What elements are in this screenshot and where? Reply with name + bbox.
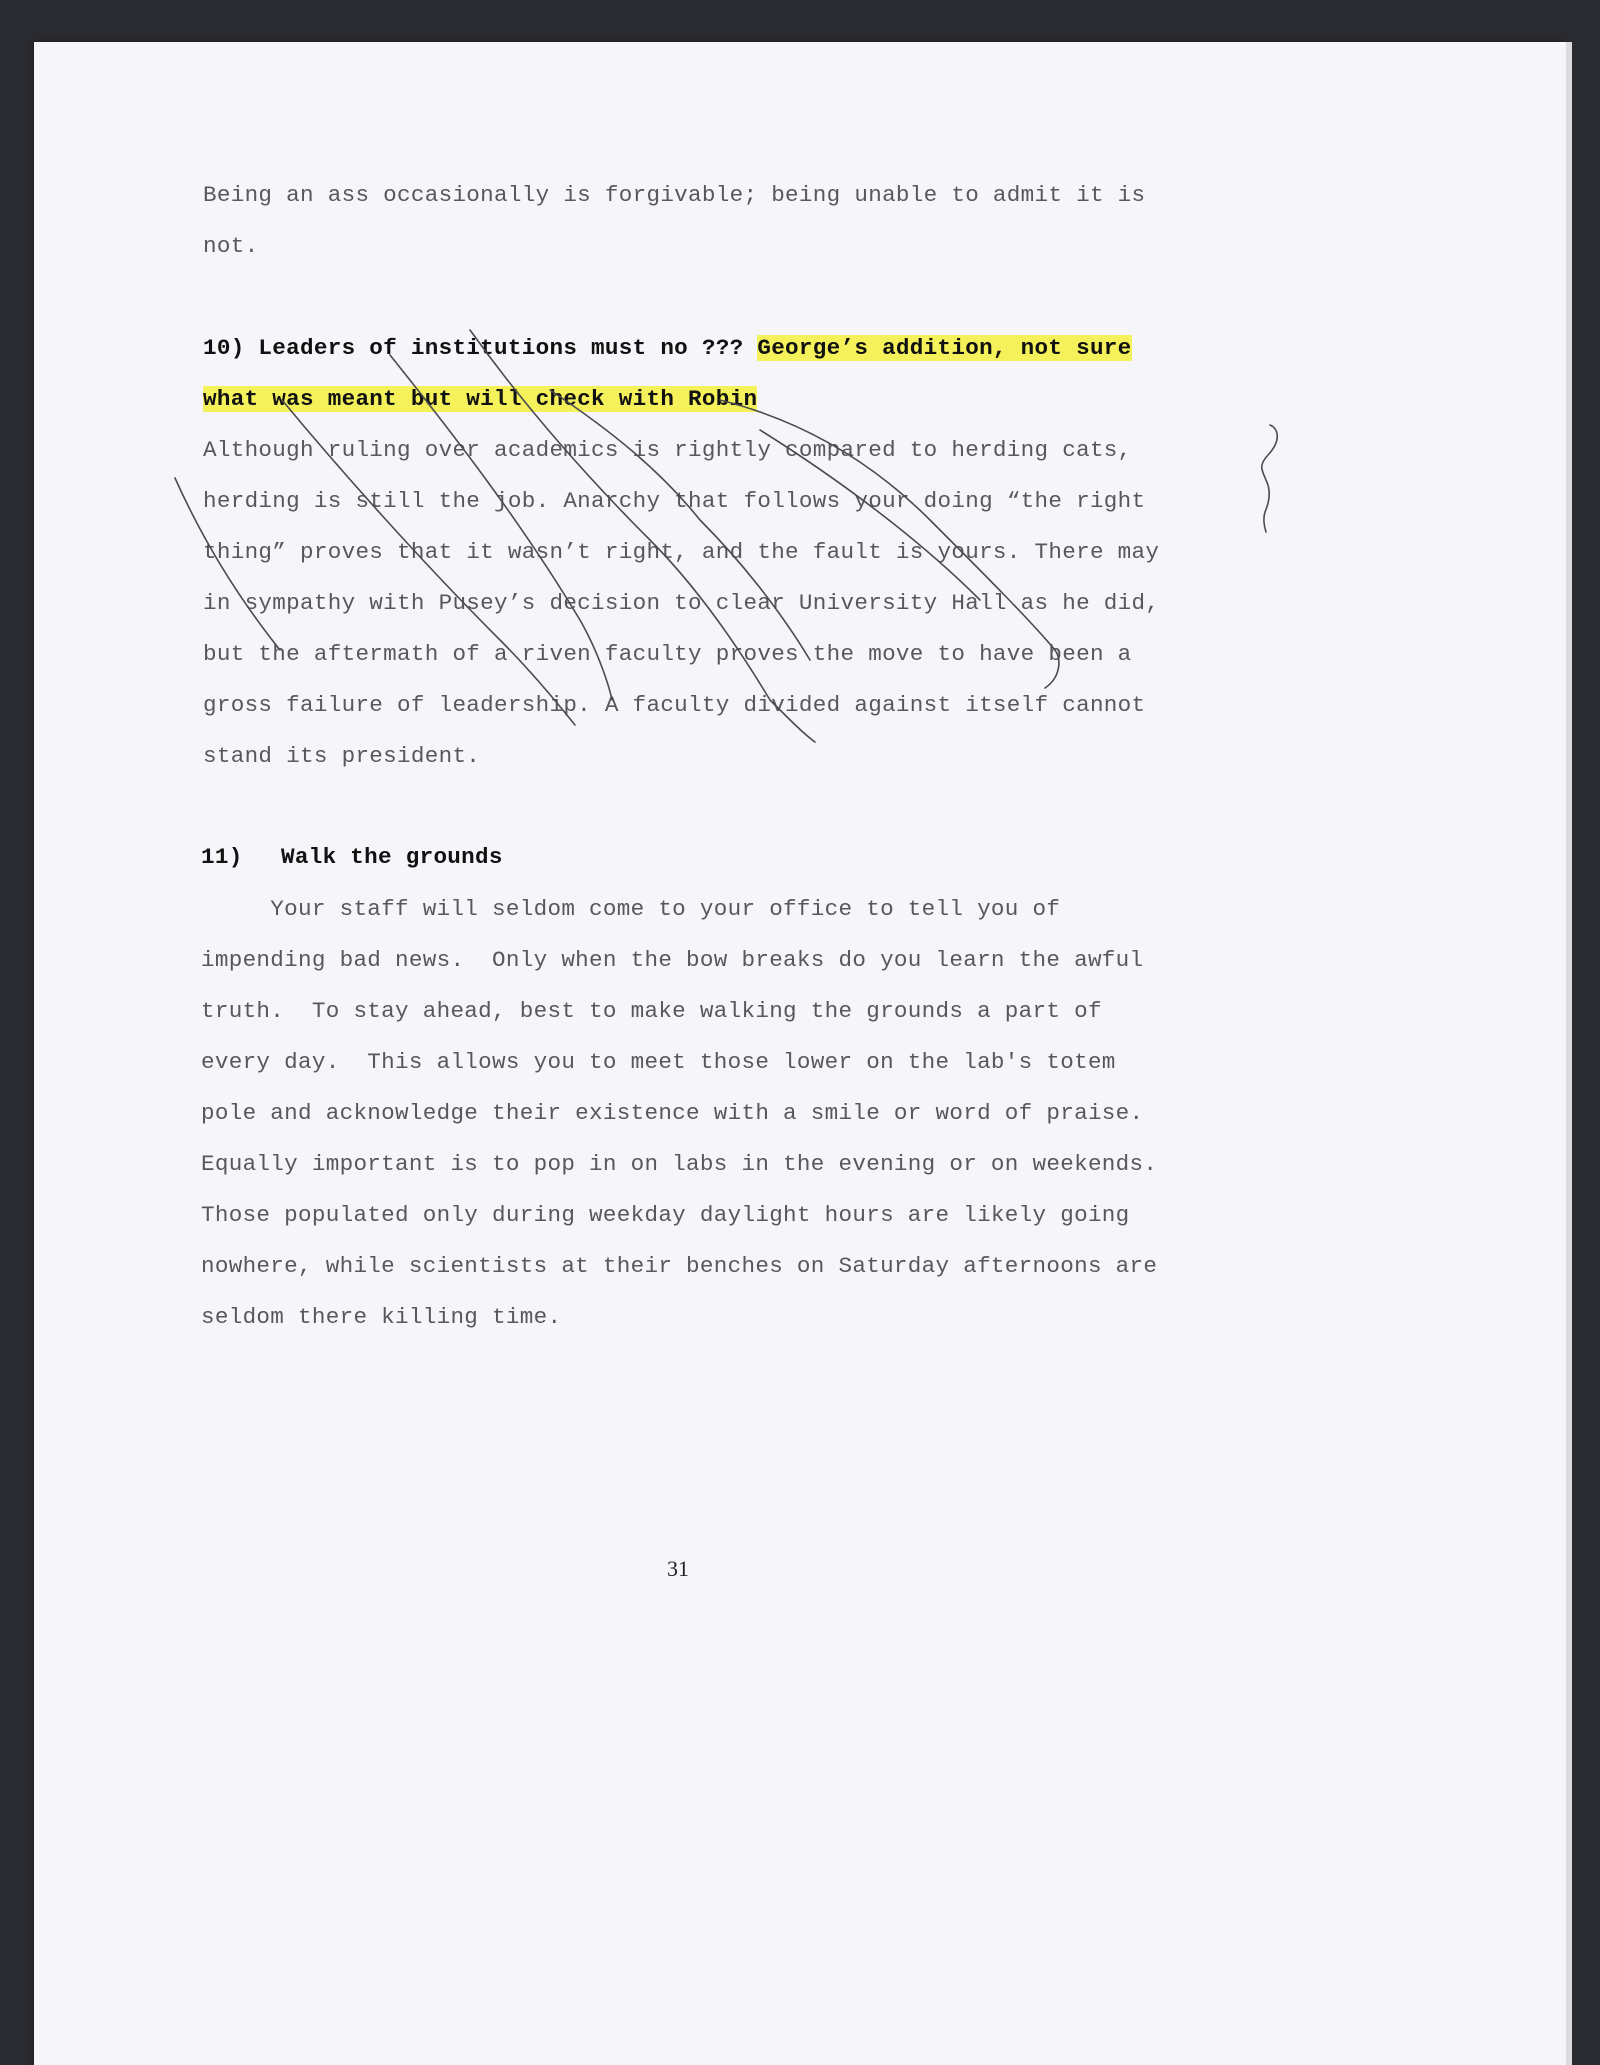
section-11-line: every day. This allows you to meet those lower on the lab's totem <box>201 1049 1116 1075</box>
section-11-line: Those populated only during weekday daylight hours are likely going <box>201 1202 1130 1228</box>
section-10-highlight-1: George’s addition, not sure <box>757 335 1132 361</box>
section-11-line: seldom there killing time. <box>201 1304 562 1330</box>
intro-line-1: Being an ass occasionally is forgivable; being unable to admit it is <box>203 182 1146 208</box>
section-10-heading-cont <box>203 384 757 414</box>
section-10-heading-plain: 10) Leaders of institutions must no ??? <box>203 335 758 361</box>
intro-line-2: not. <box>203 233 259 259</box>
page-number: 31 <box>667 1556 689 1581</box>
section-11-line: Your staff will seldom come to your office to tell you of <box>201 896 1061 922</box>
section-10-highlight-2: what was meant but will check with Robin <box>203 386 758 412</box>
section-10-line: but the aftermath of a riven faculty proves the move to have been a <box>203 641 1132 667</box>
section-10-heading <box>203 333 1132 363</box>
section-10-line: stand its president. <box>203 743 481 769</box>
section-10-line: gross failure of leadership. A faculty divided against itself cannot <box>203 692 1146 718</box>
section-10-line: thing” proves that it wasn’t right, and the fault is yours. There may <box>203 539 1160 565</box>
section-11-line: truth. To stay ahead, best to make walking the grounds a part of <box>201 998 1102 1024</box>
section-10-line: in sympathy with Pusey’s decision to clear University Hall as he did, <box>203 590 1160 616</box>
section-11-line: pole and acknowledge their existence with a smile or word of praise. <box>201 1100 1144 1126</box>
section-11-line: Equally important is to pop in on labs in the evening or on weekends. <box>201 1151 1158 1177</box>
section-11-line: impending bad news. Only when the bow breaks do you learn the awful <box>201 947 1144 973</box>
section-10-line: herding is still the job. Anarchy that follows your doing “the right <box>203 488 1146 514</box>
section-10-line: Although ruling over academics is rightly compared to herding cats, <box>203 437 1132 463</box>
section-11-title: Walk the grounds <box>281 844 503 870</box>
section-11-number: 11) <box>201 844 243 870</box>
section-11-line: nowhere, while scientists at their benches on Saturday afternoons are <box>201 1253 1158 1279</box>
